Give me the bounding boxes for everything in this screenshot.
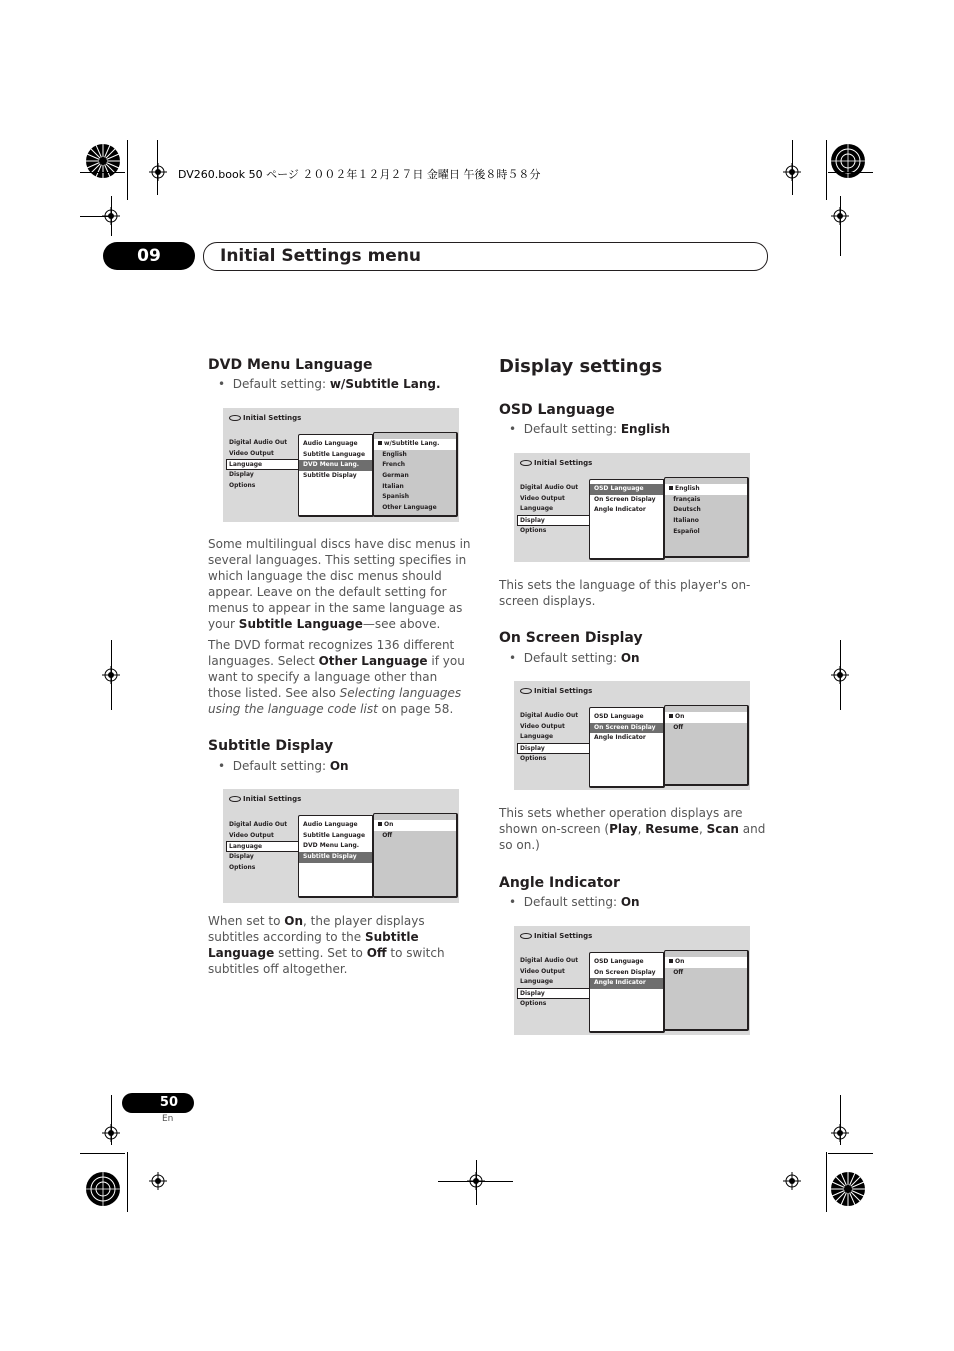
- option-item[interactable]: Off: [673, 968, 684, 976]
- osd-language-heading: OSD Language: [499, 402, 615, 418]
- osd-screen-angle-indicator: [514, 926, 750, 1035]
- menu-language[interactable]: Language: [520, 978, 554, 986]
- selected-marker-icon: [378, 441, 382, 445]
- osd-header: Initial Settings: [520, 459, 592, 467]
- on-screen-display-paragraph: This sets whether operation displays are shown on-screen (Play, Resume, Scan and so on.): [499, 806, 766, 852]
- option-item[interactable]: German: [382, 472, 409, 480]
- crosshair-icon: [149, 1172, 167, 1190]
- option-selected[interactable]: w/Subtitle Lang.: [374, 439, 456, 450]
- option-item[interactable]: English: [382, 450, 407, 458]
- menu-video-output[interactable]: Video Output: [520, 722, 565, 730]
- option-item[interactable]: français: [673, 495, 701, 503]
- submenu-audio-language[interactable]: Audio Language: [303, 440, 358, 447]
- disc-icon: [520, 933, 532, 939]
- selected-marker-icon: [669, 714, 673, 718]
- menu-video-output[interactable]: Video Output: [229, 831, 274, 839]
- subtitle-display-default: • Default setting: On: [218, 759, 349, 773]
- dvd-menu-language-default: • Default setting: w/Subtitle Lang.: [218, 377, 441, 391]
- menu-options[interactable]: Options: [520, 1000, 547, 1008]
- registration-wheel-icon: [830, 1171, 866, 1207]
- registration-wheel-icon: [85, 1171, 121, 1207]
- menu-video-output[interactable]: Video Output: [229, 449, 274, 457]
- submenu-osd-language[interactable]: OSD Language: [594, 958, 644, 965]
- option-item[interactable]: Deutsch: [673, 506, 701, 514]
- option-selected[interactable]: On: [374, 820, 456, 831]
- osd-screen-dvd-menu-language: [223, 408, 459, 522]
- disc-icon: [520, 688, 532, 694]
- osd-header: Initial Settings: [520, 687, 592, 695]
- option-item[interactable]: Off: [382, 831, 393, 839]
- menu-digital-audio-out[interactable]: Digital Audio Out: [520, 484, 579, 491]
- page-number: 50: [122, 1093, 194, 1113]
- menu-options[interactable]: Options: [520, 755, 547, 763]
- submenu-angle-indicator[interactable]: Angle Indicator: [594, 506, 646, 514]
- osd-header: Initial Settings: [520, 932, 592, 940]
- page-language: En: [162, 1114, 174, 1124]
- disc-icon: [229, 415, 241, 421]
- osd-screen-osd-language: [514, 453, 750, 562]
- angle-indicator-heading: Angle Indicator: [499, 875, 620, 891]
- option-item[interactable]: Spanish: [382, 493, 410, 501]
- submenu-audio-language[interactable]: Audio Language: [303, 821, 358, 828]
- crosshair-icon: [783, 1172, 801, 1190]
- submenu-on-screen-display[interactable]: On Screen Display: [590, 723, 663, 734]
- option-selected[interactable]: On: [665, 712, 747, 723]
- menu-video-output[interactable]: Video Output: [520, 967, 565, 975]
- option-item[interactable]: Italian: [382, 482, 404, 490]
- submenu-on-screen-display[interactable]: On Screen Display: [594, 495, 656, 503]
- file-header: DV260.book 50 ページ ２００２年１２月２７日 金曜日 午後８時５８分: [178, 168, 541, 181]
- menu-digital-audio-out[interactable]: Digital Audio Out: [520, 712, 579, 719]
- menu-display[interactable]: Display: [517, 743, 590, 754]
- submenu-osd-language[interactable]: OSD Language: [594, 713, 644, 720]
- menu-digital-audio-out[interactable]: Digital Audio Out: [520, 957, 579, 964]
- option-selected[interactable]: On: [665, 957, 747, 968]
- menu-language[interactable]: Language: [520, 733, 554, 741]
- display-settings-title: Display settings: [499, 356, 663, 377]
- on-screen-display-default: • Default setting: On: [509, 651, 640, 665]
- subtitle-display-heading: Subtitle Display: [208, 738, 334, 754]
- submenu-dvd-menu-lang[interactable]: DVD Menu Lang.: [299, 460, 372, 471]
- dvd-menu-language-paragraph-1: Some multilingual discs have disc menus in several languages. This setting specifies in which language the disc menus should appear. Leave on the default setting for menus to appear in the same language as your Subtitle Language—see above.: [208, 537, 471, 631]
- menu-display[interactable]: Display: [229, 471, 254, 479]
- registration-wheel-icon: [830, 143, 866, 179]
- menu-language[interactable]: Language: [520, 505, 554, 513]
- option-item[interactable]: Off: [673, 723, 684, 731]
- menu-options[interactable]: Options: [520, 527, 547, 535]
- selected-marker-icon: [378, 822, 382, 826]
- menu-digital-audio-out[interactable]: Digital Audio Out: [229, 439, 288, 446]
- osd-language-default: • Default setting: English: [509, 422, 671, 436]
- menu-language[interactable]: Language: [226, 841, 299, 852]
- dvd-menu-language-paragraph-2: The DVD format recognizes 136 different languages. Select Other Language if you want to specify a language other than those listed. See also Selecting languages using the language code list on page 58.: [208, 638, 465, 716]
- submenu-subtitle-language[interactable]: Subtitle Language: [303, 450, 366, 458]
- submenu-on-screen-display[interactable]: On Screen Display: [594, 968, 656, 976]
- submenu-dvd-menu-lang[interactable]: DVD Menu Lang.: [303, 842, 360, 850]
- submenu-osd-language[interactable]: OSD Language: [590, 484, 663, 495]
- menu-digital-audio-out[interactable]: Digital Audio Out: [229, 821, 288, 828]
- option-item[interactable]: French: [382, 461, 406, 469]
- menu-display[interactable]: Display: [229, 853, 254, 861]
- option-item[interactable]: Italiano: [673, 517, 699, 525]
- menu-options[interactable]: Options: [229, 482, 256, 490]
- osd-screen-subtitle-display: [223, 789, 459, 903]
- osd-screen-on-screen-display: [514, 681, 750, 790]
- submenu-subtitle-display[interactable]: Subtitle Display: [303, 472, 357, 480]
- selected-marker-icon: [669, 486, 673, 490]
- osd-language-paragraph: This sets the language of this player's on-screen displays.: [499, 578, 751, 608]
- chapter-title: Initial Settings menu: [220, 246, 422, 266]
- menu-video-output[interactable]: Video Output: [520, 494, 565, 502]
- dvd-menu-language-heading: DVD Menu Language: [208, 357, 373, 373]
- osd-header: Initial Settings: [229, 795, 301, 803]
- chapter-number: 09: [103, 242, 195, 270]
- selected-marker-icon: [669, 959, 673, 963]
- registration-wheel-icon: [85, 143, 121, 179]
- menu-display[interactable]: Display: [517, 988, 590, 999]
- option-item[interactable]: Español: [673, 527, 700, 535]
- crosshair-icon: [149, 163, 167, 181]
- angle-indicator-default: • Default setting: On: [509, 895, 640, 909]
- menu-display[interactable]: Display: [517, 515, 590, 526]
- subtitle-display-paragraph: When set to On, the player displays subtitles according to the Subtitle Language setting. Set to Off to switch subtitles off altogether.: [208, 914, 445, 976]
- submenu-angle-indicator[interactable]: Angle Indicator: [590, 978, 663, 989]
- submenu-angle-indicator[interactable]: Angle Indicator: [594, 734, 646, 742]
- submenu-subtitle-display[interactable]: Subtitle Display: [299, 852, 372, 863]
- on-screen-display-heading: On Screen Display: [499, 630, 643, 646]
- disc-icon: [229, 796, 241, 802]
- menu-options[interactable]: Options: [229, 864, 256, 872]
- disc-icon: [520, 460, 532, 466]
- option-item[interactable]: Other Language: [382, 504, 437, 512]
- menu-language[interactable]: Language: [226, 459, 299, 470]
- option-selected[interactable]: English: [665, 484, 747, 495]
- submenu-subtitle-language[interactable]: Subtitle Language: [303, 831, 366, 839]
- osd-header: Initial Settings: [229, 414, 301, 422]
